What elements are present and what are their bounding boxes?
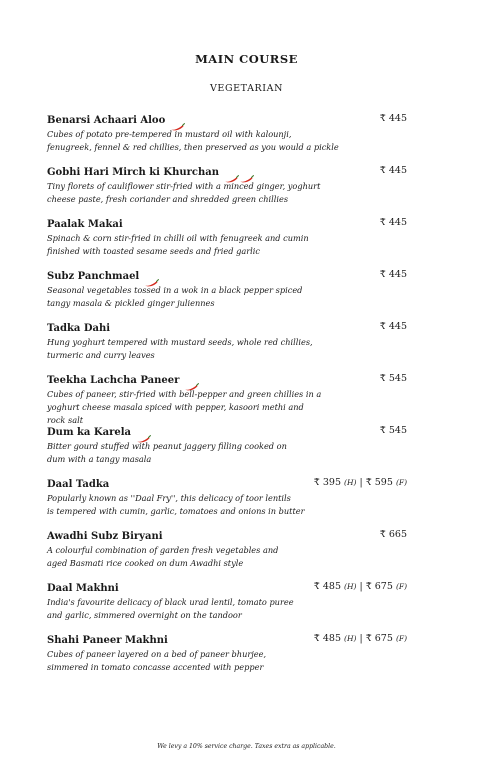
price-value: ₹ 485 [313,581,341,592]
dish-description [47,128,407,154]
description-line: yoghurt cheese masala spiced with pepper, kasoori methi and [47,402,304,412]
dish-price: ₹ 445 [379,165,407,176]
menu-item [47,269,407,321]
description-line: A colourful combination of garden fresh vegetables and [47,545,279,555]
section-subtitle: VEGETARIAN [209,83,284,94]
dish-price: ₹ 445 [379,321,407,332]
menu-item-header [47,113,407,127]
chili-icon [184,376,199,384]
description-line: cheese paste, fresh coriander and shredded green chillies [47,194,289,204]
menu-item [47,425,407,477]
menu-item-header [47,321,407,335]
dish-name: Benarsi Achaari Aloo [47,114,166,126]
dish-price: ₹ 445 [379,269,407,280]
description-line: Popularly known as ''Daal Fry'', this delicacy of toor lentils [47,493,291,503]
price-value: ₹ 595 [365,477,393,488]
dish-description [47,492,407,518]
menu-item [47,633,407,685]
dish-name: Tadka Dahi [47,322,111,334]
price-value: ₹ 675 [365,633,393,644]
menu-item [47,477,407,529]
description-line: Hung yoghurt tempered with mustard seeds, whole red chillies, [47,337,313,347]
description-line: Bitter gourd stuffed with peanut jaggery filling cooked on [47,441,287,451]
dish-price: ₹ 445 [379,217,407,228]
chili-icon [136,428,151,436]
description-line: finished with toasted sesame seeds and fried garlic [47,246,260,256]
dish-description [47,544,407,570]
dish-name: Shahi Paneer Makhni [47,634,168,646]
dish-description [47,284,407,310]
spice-level [224,168,254,176]
description-line: rock salt [47,415,83,425]
menu-items-list [47,113,407,685]
dish-price [314,633,407,644]
menu-item [47,217,407,269]
spice-level [144,272,159,280]
description-line: Tiny florets of cauliflower stir-fried with a minced ginger, yoghurt [47,181,321,191]
dish-name: Daal Tadka [47,478,110,490]
dish-description [47,648,407,674]
dish-price [314,581,407,592]
dish-description [47,440,407,466]
dish-name: Gobhi Hari Mirch ki Khurchan [47,166,220,178]
dish-name: Paalak Makai [47,218,123,230]
menu-item-header [47,165,407,179]
description-line: aged Basmati rice cooked on dum Awadhi style [47,558,244,568]
dish-description [47,336,407,362]
chili-icon [239,168,254,176]
description-line: turmeric and curry leaves [47,350,155,360]
menu-item-header [47,217,407,231]
menu-item [47,321,407,373]
price-value: ₹ 395 [313,477,341,488]
description-line: and garlic, simmered overnight on the tandoor [47,610,242,620]
menu-item [47,113,407,165]
price-value: ₹ 675 [365,581,393,592]
description-line: simmered in tomato concasse accented with pepper [47,662,264,672]
price-separator: | [359,581,363,592]
menu-item-header [47,529,407,543]
dish-price: ₹ 665 [379,529,407,540]
description-line: tangy masala & pickled ginger juliennes [47,298,215,308]
menu-item [47,581,407,633]
spice-level [184,376,199,384]
dish-description [47,180,407,206]
dish-description [47,388,407,427]
spice-level [136,428,151,436]
menu-item [47,529,407,581]
menu-item-header [47,269,407,283]
dish-description [47,596,407,622]
dish-name: Awadhi Subz Biryani [47,530,163,542]
description-line: dum with a tangy masala [47,454,152,464]
dish-name: Subz Panchmael [47,270,140,282]
price-separator: | [359,477,363,488]
dish-price: ₹ 545 [379,373,407,384]
portion-label: (H) [344,634,357,643]
dish-description [47,232,407,258]
menu-item [47,373,407,425]
description-line: India's favourite delicacy of black urad lentil, tomato puree [47,597,294,607]
service-charge-note: We levy a 10% service charge. Taxes extra as applicable. [157,743,336,750]
description-line: is tempered with cumin, garlic, tomatoes and onions in butter [47,506,305,516]
chili-icon [170,116,185,124]
dish-name: Dum ka Karela [47,426,131,438]
price-separator: | [359,633,363,644]
dish-price: ₹ 445 [379,113,407,124]
dish-price: ₹ 545 [379,425,407,436]
description-line: Seasonal vegetables tossed in a wok in a black pepper spiced [47,285,303,295]
chili-icon [144,272,159,280]
description-line: Cubes of paneer, stir-fried with bell-pepper and green chillies in a [47,389,322,399]
description-line: Cubes of potato pre-tempered in mustard oil with kalounji, [47,129,292,139]
chili-icon [224,168,239,176]
portion-label: (F) [395,582,407,591]
portion-label: (H) [344,582,357,591]
description-line: fenugreek, fennel & red chillies, then preserved as you would a pickle [47,142,339,152]
spice-level [170,116,185,124]
menu-item-header [47,425,407,439]
description-line: Cubes of paneer layered on a bed of paneer bhurjee, [47,649,267,659]
menu-item [47,165,407,217]
dish-name: Daal Makhni [47,582,119,594]
portion-label: (F) [395,634,407,643]
menu-item-header [47,373,407,387]
portion-label: (F) [395,478,407,487]
portion-label: (H) [344,478,357,487]
price-value: ₹ 485 [313,633,341,644]
dish-name: Teekha Lachcha Paneer [47,374,180,386]
description-line: Spinach & corn stir-fried in chilli oil with fenugreek and cumin [47,233,309,243]
page-title: MAIN COURSE [195,52,298,66]
dish-price [314,477,407,488]
